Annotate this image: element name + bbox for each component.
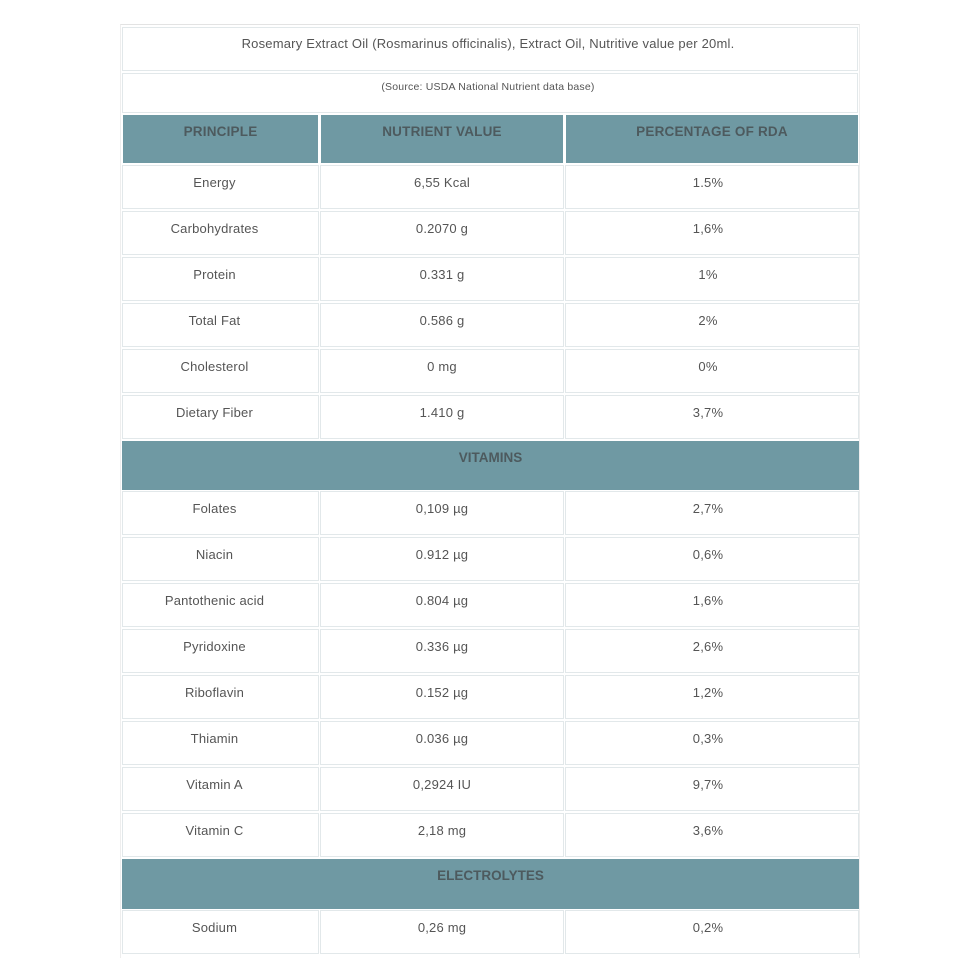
cell-rda <box>565 629 859 673</box>
cell-nutrient-value-text: 0.2070 g <box>415 221 469 236</box>
cell-nutrient-value <box>320 813 564 857</box>
cell-rda-text: 2,6% <box>692 639 724 654</box>
cell-rda-text: 3,7% <box>692 405 724 420</box>
cell-nutrient-value <box>320 583 564 627</box>
cell-principle-text: Total Fat <box>188 313 241 328</box>
section-vitamins-label: VITAMINS <box>458 450 523 465</box>
cell-rda-text: 0,3% <box>692 731 724 746</box>
cell-principle <box>122 349 319 393</box>
cell-rda <box>565 303 859 347</box>
cell-principle <box>122 629 319 673</box>
cell-nutrient-value <box>320 211 564 255</box>
cell-nutrient-value <box>320 910 564 954</box>
section-electrolytes <box>122 859 859 909</box>
cell-nutrient-value-text: 0.804 µg <box>415 593 469 608</box>
cell-nutrient-value-text: 0 mg <box>427 359 457 374</box>
cell-principle-text: Vitamin C <box>185 823 244 838</box>
cell-nutrient-value <box>320 303 564 347</box>
cell-rda-text: 0% <box>698 359 718 374</box>
cell-nutrient-value <box>320 349 564 393</box>
cell-principle <box>122 537 319 581</box>
cell-rda-text: 3,6% <box>692 823 724 838</box>
cell-rda-text: 1% <box>698 267 718 282</box>
cell-principle <box>122 583 319 627</box>
cell-principle-text: Folates <box>192 501 237 516</box>
header-percentage-rda: PERCENTAGE OF RDA <box>565 114 859 164</box>
cell-rda <box>565 395 859 439</box>
cell-principle-text: Dietary Fiber <box>175 405 253 420</box>
header-principle: PRINCIPLE <box>122 114 319 164</box>
cell-nutrient-value <box>320 721 564 765</box>
cell-nutrient-value <box>320 629 564 673</box>
cell-principle-text: Thiamin <box>190 731 239 746</box>
cell-principle <box>122 813 319 857</box>
cell-rda <box>565 721 859 765</box>
cell-rda-text: 0,6% <box>692 547 724 562</box>
cell-rda <box>565 211 859 255</box>
cell-nutrient-value <box>320 537 564 581</box>
cell-principle <box>122 491 319 535</box>
section-vitamins <box>122 441 859 490</box>
cell-nutrient-value-text: 1.410 g <box>419 405 465 420</box>
cell-principle-text: Cholesterol <box>180 359 249 374</box>
cell-rda <box>565 813 859 857</box>
cell-principle-text: Protein <box>193 267 236 282</box>
cell-principle-text: Vitamin A <box>186 777 243 792</box>
cell-nutrient-value <box>320 165 564 209</box>
cell-rda-text: 1,2% <box>692 685 724 700</box>
cell-nutrient-value-text: 0.036 µg <box>415 731 469 746</box>
cell-principle-text: Carbohydrates <box>170 221 259 236</box>
cell-nutrient-value-text: 2,18 mg <box>417 823 467 838</box>
cell-rda <box>565 767 859 811</box>
cell-nutrient-value-text: 0,26 mg <box>417 920 467 935</box>
cell-principle <box>122 165 319 209</box>
cell-nutrient-value <box>320 767 564 811</box>
cell-principle-text: Pyridoxine <box>183 639 246 654</box>
cell-rda-text: 1,6% <box>692 593 724 608</box>
cell-nutrient-value <box>320 395 564 439</box>
cell-nutrient-value-text: 0,2924 IU <box>412 777 472 792</box>
cell-rda-text: 2,7% <box>692 501 724 516</box>
cell-principle <box>122 303 319 347</box>
cell-nutrient-value <box>320 491 564 535</box>
section-electrolytes-label: ELECTROLYTES <box>437 868 544 883</box>
source-text: (Source: USDA National Nutrient data base) <box>381 81 595 93</box>
cell-principle <box>122 910 319 954</box>
cell-principle-text: Sodium <box>191 920 238 935</box>
header-nutrient-value: NUTRIENT VALUE <box>320 114 564 164</box>
cell-nutrient-value-text: 0.336 µg <box>415 639 469 654</box>
cell-rda <box>565 491 859 535</box>
cell-nutrient-value-text: 0.586 g <box>419 313 465 328</box>
cell-rda-text: 1.5% <box>692 175 724 190</box>
cell-rda <box>565 257 859 301</box>
cell-principle-text: Niacin <box>195 547 234 562</box>
cell-nutrient-value <box>320 257 564 301</box>
cell-rda <box>565 910 859 954</box>
cell-nutrient-value-text: 0.912 µg <box>415 547 469 562</box>
cell-rda <box>565 583 859 627</box>
cell-principle <box>122 767 319 811</box>
cell-rda-text: 1,6% <box>692 221 724 236</box>
cell-nutrient-value <box>320 675 564 719</box>
cell-nutrient-value-text: 0.331 g <box>419 267 465 282</box>
cell-principle-text: Energy <box>193 175 236 190</box>
cell-rda-text: 2% <box>698 313 718 328</box>
cell-principle-text: Riboflavin <box>184 685 245 700</box>
cell-principle <box>122 675 319 719</box>
cell-nutrient-value-text: 6,55 Kcal <box>413 175 470 190</box>
cell-principle <box>122 395 319 439</box>
cell-rda-text: 0,2% <box>692 920 724 935</box>
cell-rda-text: 9,7% <box>692 777 724 792</box>
cell-nutrient-value-text: 0,109 µg <box>415 501 469 516</box>
cell-nutrient-value-text: 0.152 µg <box>415 685 469 700</box>
title-text: Rosemary Extract Oil (Rosmarinus officinalis), Extract Oil, Nutritive value per 20ml. <box>241 36 735 51</box>
cell-principle <box>122 721 319 765</box>
cell-principle-text: Pantothenic acid <box>164 593 265 608</box>
cell-rda <box>565 165 859 209</box>
cell-rda <box>565 675 859 719</box>
cell-rda <box>565 537 859 581</box>
cell-principle <box>122 257 319 301</box>
cell-rda <box>565 349 859 393</box>
table-title <box>122 27 858 71</box>
table-source <box>122 73 858 113</box>
cell-principle <box>122 211 319 255</box>
